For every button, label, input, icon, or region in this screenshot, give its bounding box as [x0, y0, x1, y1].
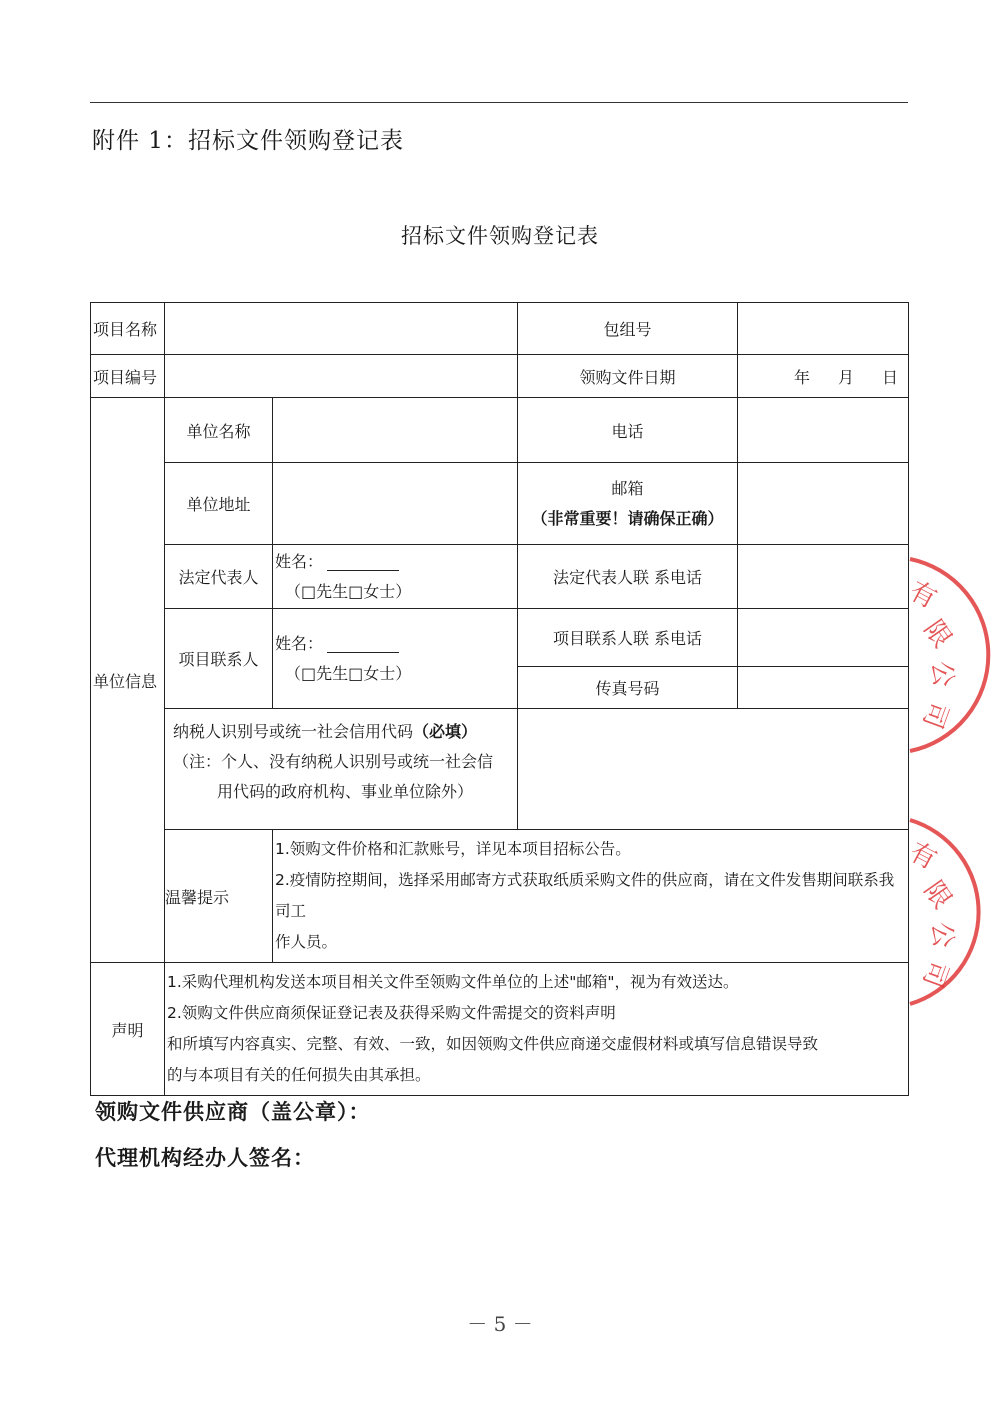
tax-id-required: （必填） [413, 722, 478, 741]
tax-id-field[interactable] [518, 709, 909, 830]
contact-name-prefix: 姓名： [275, 633, 324, 653]
company-seal-lower [880, 812, 1000, 1012]
svg-text:限: 限 [917, 614, 958, 654]
email-label-cell [518, 463, 738, 545]
phone-label: 电话 [518, 398, 738, 463]
project-name-label: 项目名称 [91, 303, 165, 355]
statement-line3: 和所填写内容真实、完整、有效、一致，如因领购文件供应商递交虚假材料或填写信息错误导致 [167, 1035, 819, 1053]
contact-phone-label: 项目联系人联 系电话 [518, 609, 738, 667]
supplier-seal-line: 领购文件供应商（盖公章）： [95, 1099, 371, 1124]
purchase-date-label: 领购文件日期 [518, 355, 738, 398]
statement-line1: 1.采购代理机构发送本项目相关文件至领购文件单位的上述"邮箱"，视为有效送达。 [167, 973, 739, 991]
date-day: 日 [881, 367, 898, 387]
contact-gender-options[interactable]: （□先生□女士） [285, 663, 412, 683]
svg-text:有: 有 [904, 837, 942, 876]
reminder-line1: 1.领购文件价格和汇款账号，详见本项目招标公告。 [275, 840, 631, 858]
email-field[interactable] [738, 463, 909, 545]
unit-name-label: 单位名称 [165, 398, 273, 463]
package-label: 包组号 [518, 303, 738, 355]
reminder-text [273, 830, 909, 963]
email-label: 邮箱 [611, 478, 644, 498]
legal-rep-gender-options[interactable]: （□先生□女士） [285, 581, 412, 601]
page-number: － 5 － [467, 1312, 533, 1336]
reminder-label: 温馨提示 [165, 830, 273, 963]
legal-rep-name-prefix: 姓名： [275, 551, 324, 571]
email-note: （非常重要！请确保正确） [531, 508, 724, 528]
reminder-line3: 作人员。 [275, 933, 338, 951]
header-rule [90, 102, 908, 103]
project-contact-field[interactable] [273, 609, 518, 709]
svg-text:公: 公 [925, 659, 958, 689]
tax-id-label-cell [165, 709, 518, 830]
package-field[interactable] [738, 303, 909, 355]
legal-rep-phone-label: 法定代表人联 系电话 [518, 545, 738, 609]
agent-signature-line: 代理机构经办人签名： [95, 1145, 315, 1170]
statement-line4: 的与本项目有关的任何损失由其承担。 [167, 1066, 431, 1084]
fax-label: 传真号码 [518, 667, 738, 709]
tax-id-label: 纳税人识别号或统一社会信用代码 [173, 722, 414, 741]
date-month: 月 [837, 367, 854, 387]
contact-name-blank[interactable] [327, 636, 399, 653]
tax-id-note-line1: （注：个人、没有纳税人识别号或统一社会信 [173, 752, 494, 771]
statement-line2: 2.领购文件供应商须保证登记表及获得采购文件需提交的资料声明 [167, 1004, 616, 1022]
phone-field[interactable] [738, 398, 909, 463]
reminder-line2: 2.疫情防控期间，选择采用邮寄方式获取纸质采购文件的供应商，请在文件发售期间联系我司工 [275, 871, 895, 920]
svg-text:公: 公 [925, 920, 958, 950]
project-name-field[interactable] [165, 303, 518, 355]
unit-info-label: 单位信息 [91, 398, 165, 963]
svg-text:有: 有 [904, 576, 942, 615]
unit-address-label: 单位地址 [165, 463, 273, 545]
legal-rep-name-blank[interactable] [327, 554, 399, 571]
date-year: 年 [793, 367, 810, 387]
legal-rep-label: 法定代表人 [165, 545, 273, 609]
legal-rep-field[interactable] [273, 545, 518, 609]
project-contact-label: 项目联系人 [165, 609, 273, 709]
svg-text:司: 司 [916, 956, 954, 992]
unit-name-field[interactable] [273, 398, 518, 463]
svg-text:限: 限 [917, 875, 958, 915]
statement-label: 声明 [91, 963, 165, 1096]
statement-text [165, 963, 909, 1096]
svg-text:司: 司 [916, 697, 954, 733]
project-number-label: 项目编号 [91, 355, 165, 398]
unit-address-field[interactable] [273, 463, 518, 545]
project-number-field[interactable] [165, 355, 518, 398]
purchase-date-field[interactable] [738, 355, 909, 398]
tax-id-note-line2: 用代码的政府机构、事业单位除外） [216, 782, 473, 801]
form-title: 招标文件领购登记表 [401, 224, 599, 248]
company-seal-upper [880, 545, 1000, 765]
attachment-heading: 附件 1：招标文件领购登记表 [92, 128, 404, 154]
registration-form [90, 302, 909, 1096]
